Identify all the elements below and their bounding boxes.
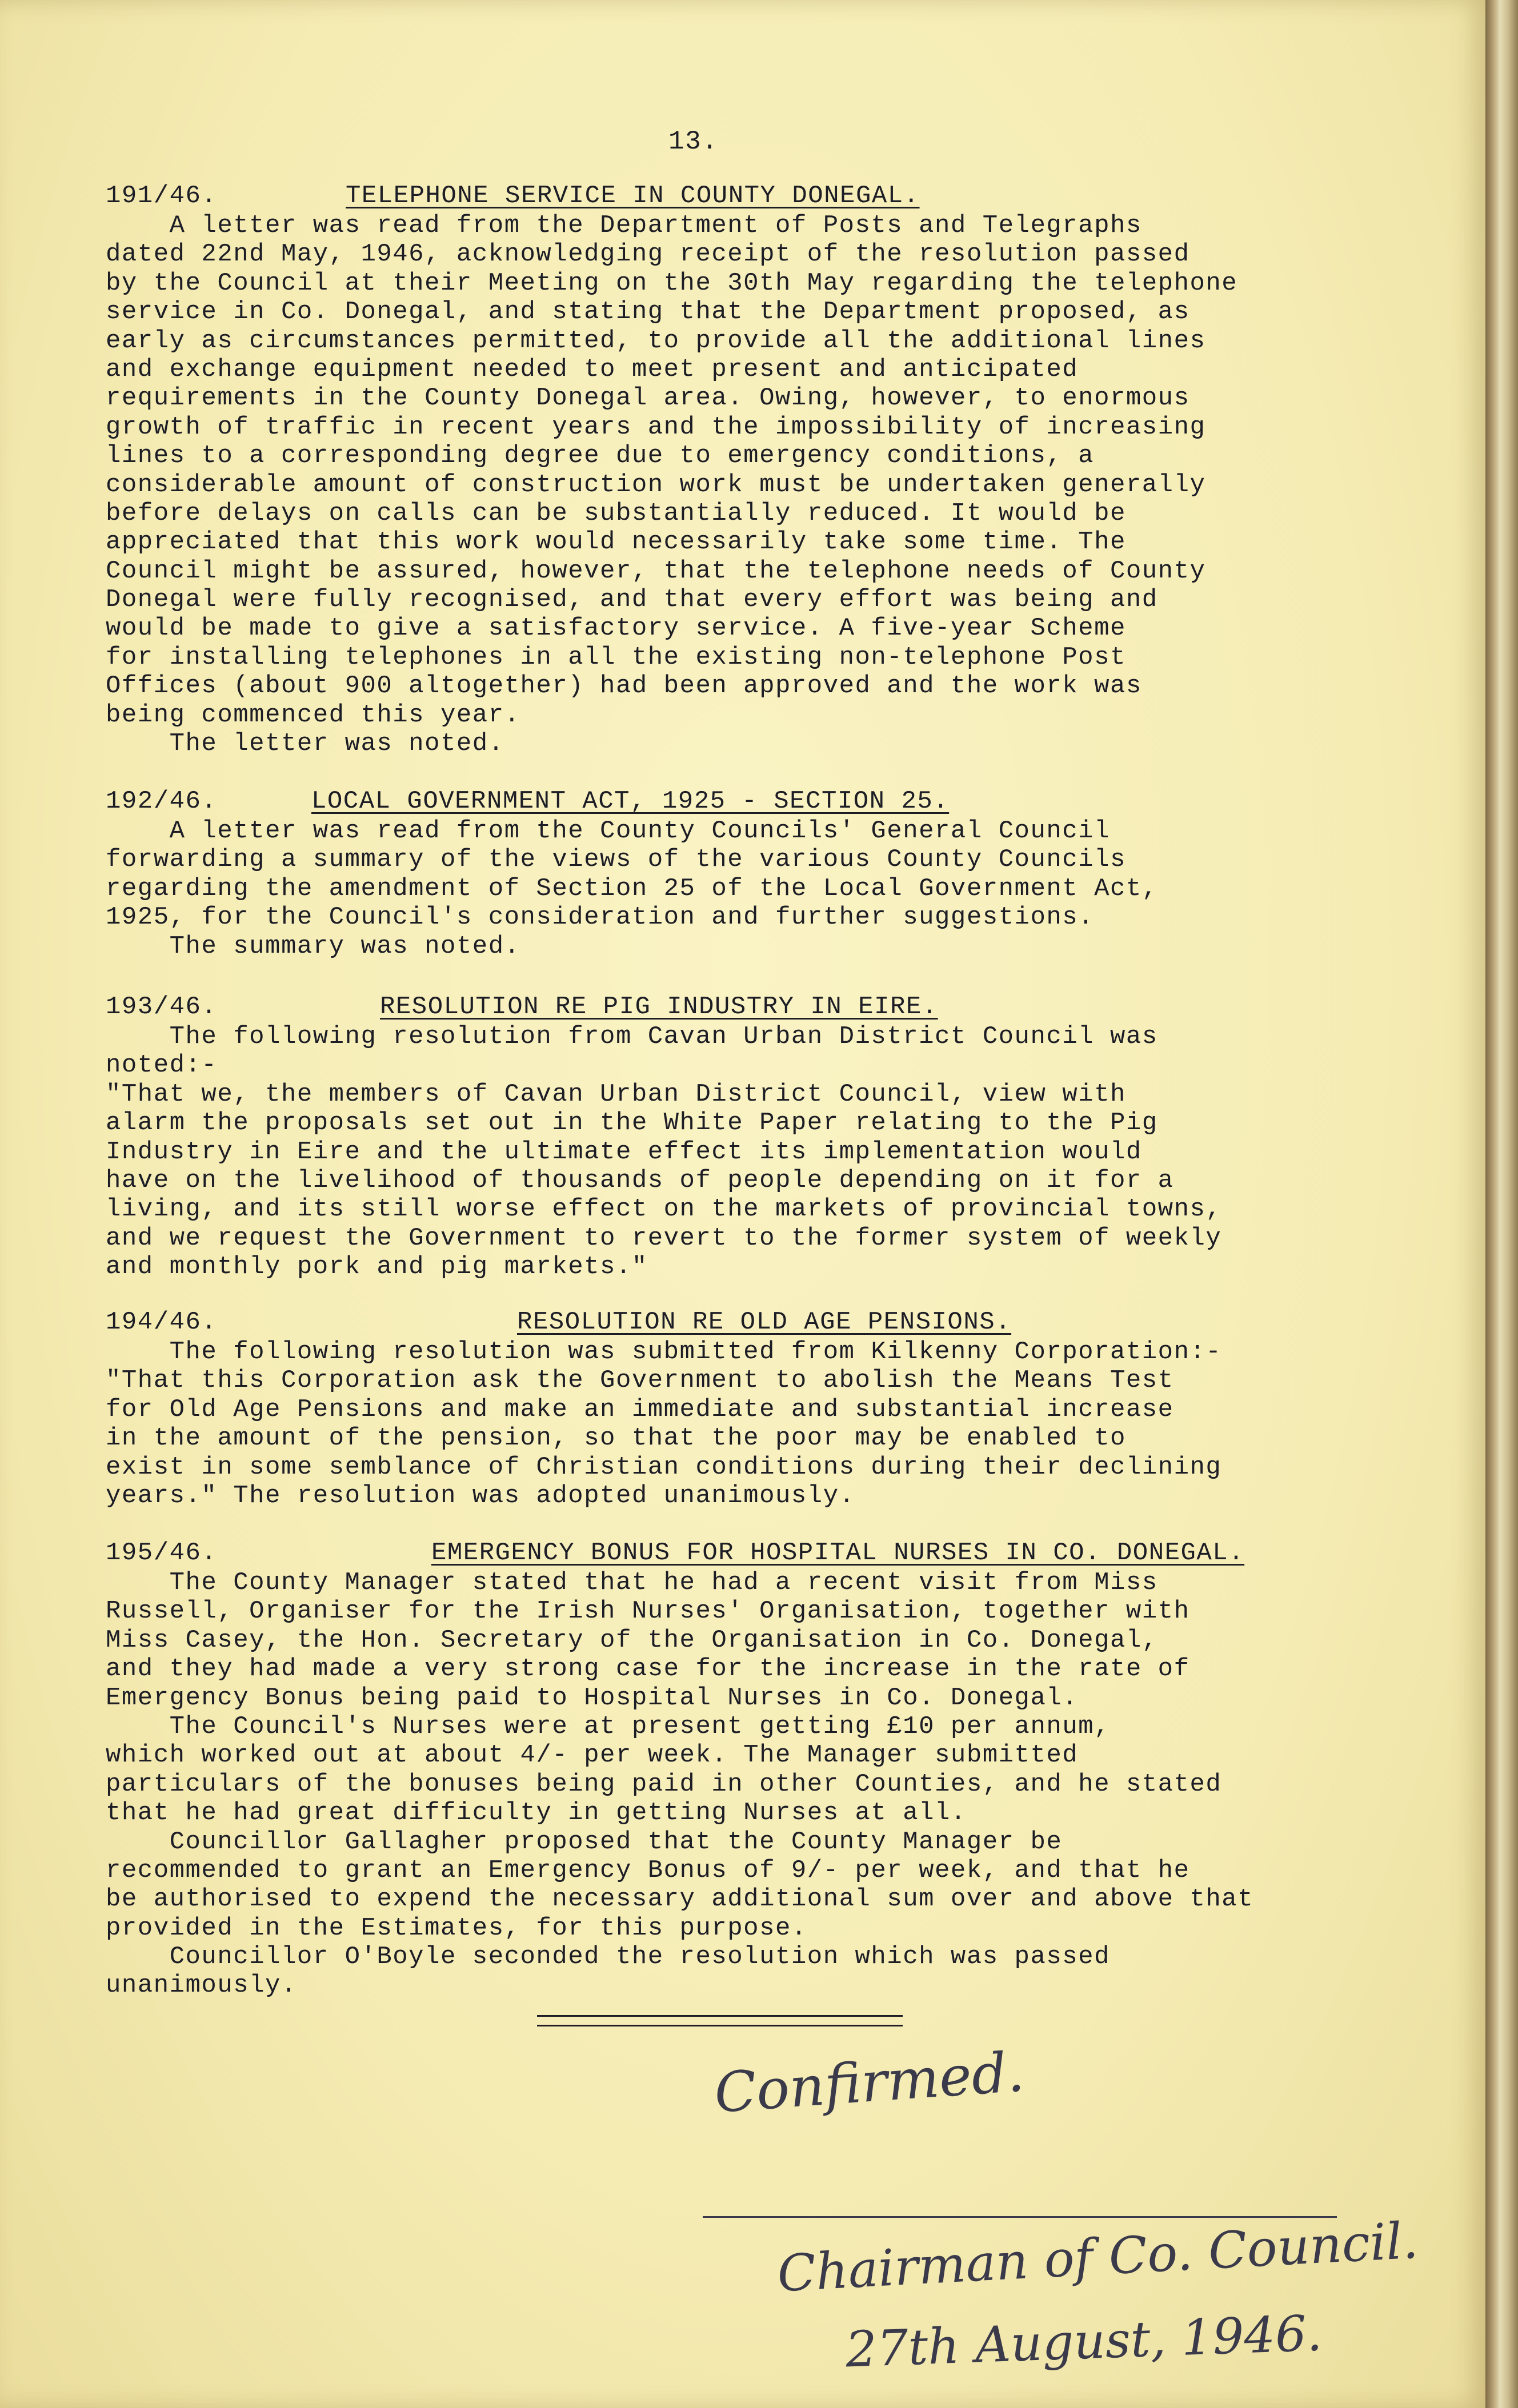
text-line: Councillor O'Boyle seconded the resolution which was passed (106, 1943, 1110, 1972)
text-line: "That this Corporation ask the Government to abolish the Means Test (106, 1366, 1174, 1395)
text-line: and they had made a very strong case for the increase in the rate of (106, 1655, 1190, 1684)
item-body (106, 1022, 1351, 1282)
text-line: lines to a corresponding degree due to emergency conditions, a (106, 442, 1095, 471)
item-number: 194/46. (106, 1308, 218, 1337)
item-body (106, 1338, 1351, 1510)
text-line: alarm the proposals set out in the White Paper relating to the Pig (106, 1109, 1158, 1138)
text-line: considerable amount of construction work must be undertaken generally (106, 470, 1206, 499)
text-line: in the amount of the pension, so that the poor may be enabled to (106, 1424, 1126, 1453)
text-line: Councillor Gallagher proposed that the County Manager be (106, 1827, 1063, 1856)
text-line: early as circumstances permitted, to provide all the additional lines (106, 326, 1206, 355)
minute-item-195 (106, 1539, 1351, 2000)
text-line: and we request the Government to revert to the former system of weekly (106, 1223, 1222, 1253)
item-title: LOCAL GOVERNMENT ACT, 1925 - SECTION 25. (311, 787, 950, 816)
text-line: unanimously. (106, 1971, 297, 2000)
text-line: Industry in Eire and the ultimate effect its implementation would (106, 1137, 1142, 1166)
item-title: RESOLUTION RE PIG INDUSTRY IN EIRE. (380, 993, 938, 1021)
signature-line (703, 2216, 1337, 2218)
text-line: Offices (about 900 altogether) had been approved and the work was (106, 672, 1142, 701)
item-header (106, 787, 1351, 817)
item-body (106, 817, 1351, 961)
page-number: 13. (668, 127, 719, 156)
item-header (106, 1308, 1351, 1338)
text-line: that he had great difficulty in getting Nurses at all. (106, 1799, 967, 1828)
text-line: particulars of the bonuses being paid in other Counties, and he stated (106, 1769, 1222, 1799)
text-line: have on the livelihood of thousands of people depending on it for a (106, 1166, 1174, 1195)
text-line: The summary was noted. (106, 932, 520, 961)
text-line: for installing telephones in all the existing non-telephone Post (106, 643, 1126, 672)
text-line: for Old Age Pensions and make an immediate and substantial increase (106, 1395, 1174, 1424)
text-line: living, and its still worse effect on the markets of provincial towns, (106, 1195, 1222, 1224)
text-line: and monthly pork and pig markets." (106, 1253, 648, 1282)
text-line: Emergency Bonus being paid to Hospital Nurses in Co. Donegal. (106, 1683, 1079, 1712)
minute-item-193 (106, 993, 1351, 1282)
signature-date: 27th August, 1946. (844, 2305, 1323, 2379)
text-line: service in Co. Donegal, and stating that the Department proposed, as (106, 298, 1190, 327)
text-line: A letter was read from the County Councils' General Council (106, 817, 1110, 845)
text-line: Russell, Organiser for the Irish Nurses' Organisation, together with (106, 1597, 1190, 1626)
item-number: 192/46. (106, 787, 218, 816)
minute-item-192 (106, 787, 1351, 961)
text-line: The County Manager stated that he had a recent visit from Miss (106, 1568, 1158, 1597)
text-line: exist in some semblance of Christian conditions during their declining (106, 1452, 1222, 1482)
text-line: would be made to give a satisfactory service. A five-year Scheme (106, 614, 1126, 643)
text-line: forwarding a summary of the views of the various County Councils (106, 845, 1126, 874)
minute-item-191 (106, 182, 1351, 758)
text-line: noted:- (106, 1051, 218, 1080)
item-number: 193/46. (106, 993, 218, 1021)
text-line: before delays on calls can be substantially reduced. It would be (106, 499, 1126, 528)
item-title: EMERGENCY BONUS FOR HOSPITAL NURSES IN CO. DONEGAL. (431, 1539, 1245, 1567)
item-number: 191/46. (106, 182, 218, 210)
text-line: The letter was noted. (106, 729, 504, 758)
text-line: regarding the amendment of Section 25 of the Local Government Act, (106, 874, 1158, 903)
text-line: A letter was read from the Department of Posts and Telegraphs (106, 211, 1142, 240)
item-header (106, 182, 1351, 211)
text-line: "That we, the members of Cavan Urban District Council, view with (106, 1079, 1126, 1109)
confirmed-signature: Confirmed. (712, 2040, 1027, 2125)
text-line: being commenced this year. (106, 700, 520, 729)
item-number: 195/46. (106, 1539, 218, 1567)
item-header (106, 1539, 1351, 1568)
text-line: requirements in the County Donegal area. Owing, however, to enormous (106, 384, 1190, 413)
text-line: provided in the Estimates, for this purpose. (106, 1913, 807, 1943)
item-title: RESOLUTION RE OLD AGE PENSIONS. (517, 1308, 1012, 1337)
text-line: which worked out at about 4/- per week. The Manager submitted (106, 1741, 1079, 1770)
text-line: The Council's Nurses were at present getting £10 per annum, (106, 1712, 1110, 1741)
text-line: by the Council at their Meeting on the 30th May regarding the telephone (106, 268, 1238, 298)
chairman-signature: Chairman of Co. Council. (776, 2210, 1420, 2303)
separator-rule (537, 2015, 903, 2026)
item-body (106, 1568, 1351, 2000)
minute-item-194 (106, 1308, 1351, 1510)
text-line: appreciated that this work would necessarily take some time. The (106, 528, 1126, 557)
text-line: and exchange equipment needed to meet present and anticipated (106, 355, 1079, 384)
text-line: years." The resolution was adopted unanimously. (106, 1481, 855, 1510)
item-body (106, 211, 1351, 758)
text-line: recommended to grant an Emergency Bonus of 9/- per week, and that he (106, 1856, 1190, 1885)
item-header (106, 993, 1351, 1022)
book-binding-edge (1485, 0, 1518, 2408)
text-line: be authorised to expend the necessary additional sum over and above that (106, 1885, 1254, 1914)
item-title: TELEPHONE SERVICE IN COUNTY DONEGAL. (346, 182, 920, 210)
text-line: 1925, for the Council's consideration and further suggestions. (106, 903, 1095, 932)
text-line: Miss Casey, the Hon. Secretary of the Organisation in Co. Donegal, (106, 1626, 1158, 1655)
text-line: growth of traffic in recent years and the impossibility of increasing (106, 412, 1206, 442)
text-line: dated 22nd May, 1946, acknowledging receipt of the resolution passed (106, 240, 1190, 269)
text-line: Donegal were fully recognised, and that every effort was being and (106, 585, 1158, 615)
text-line: The following resolution from Cavan Urban District Council was (106, 1022, 1158, 1051)
text-line: The following resolution was submitted from Kilkenny Corporation:- (106, 1338, 1222, 1366)
text-line: Council might be assured, however, that the telephone needs of County (106, 556, 1206, 585)
